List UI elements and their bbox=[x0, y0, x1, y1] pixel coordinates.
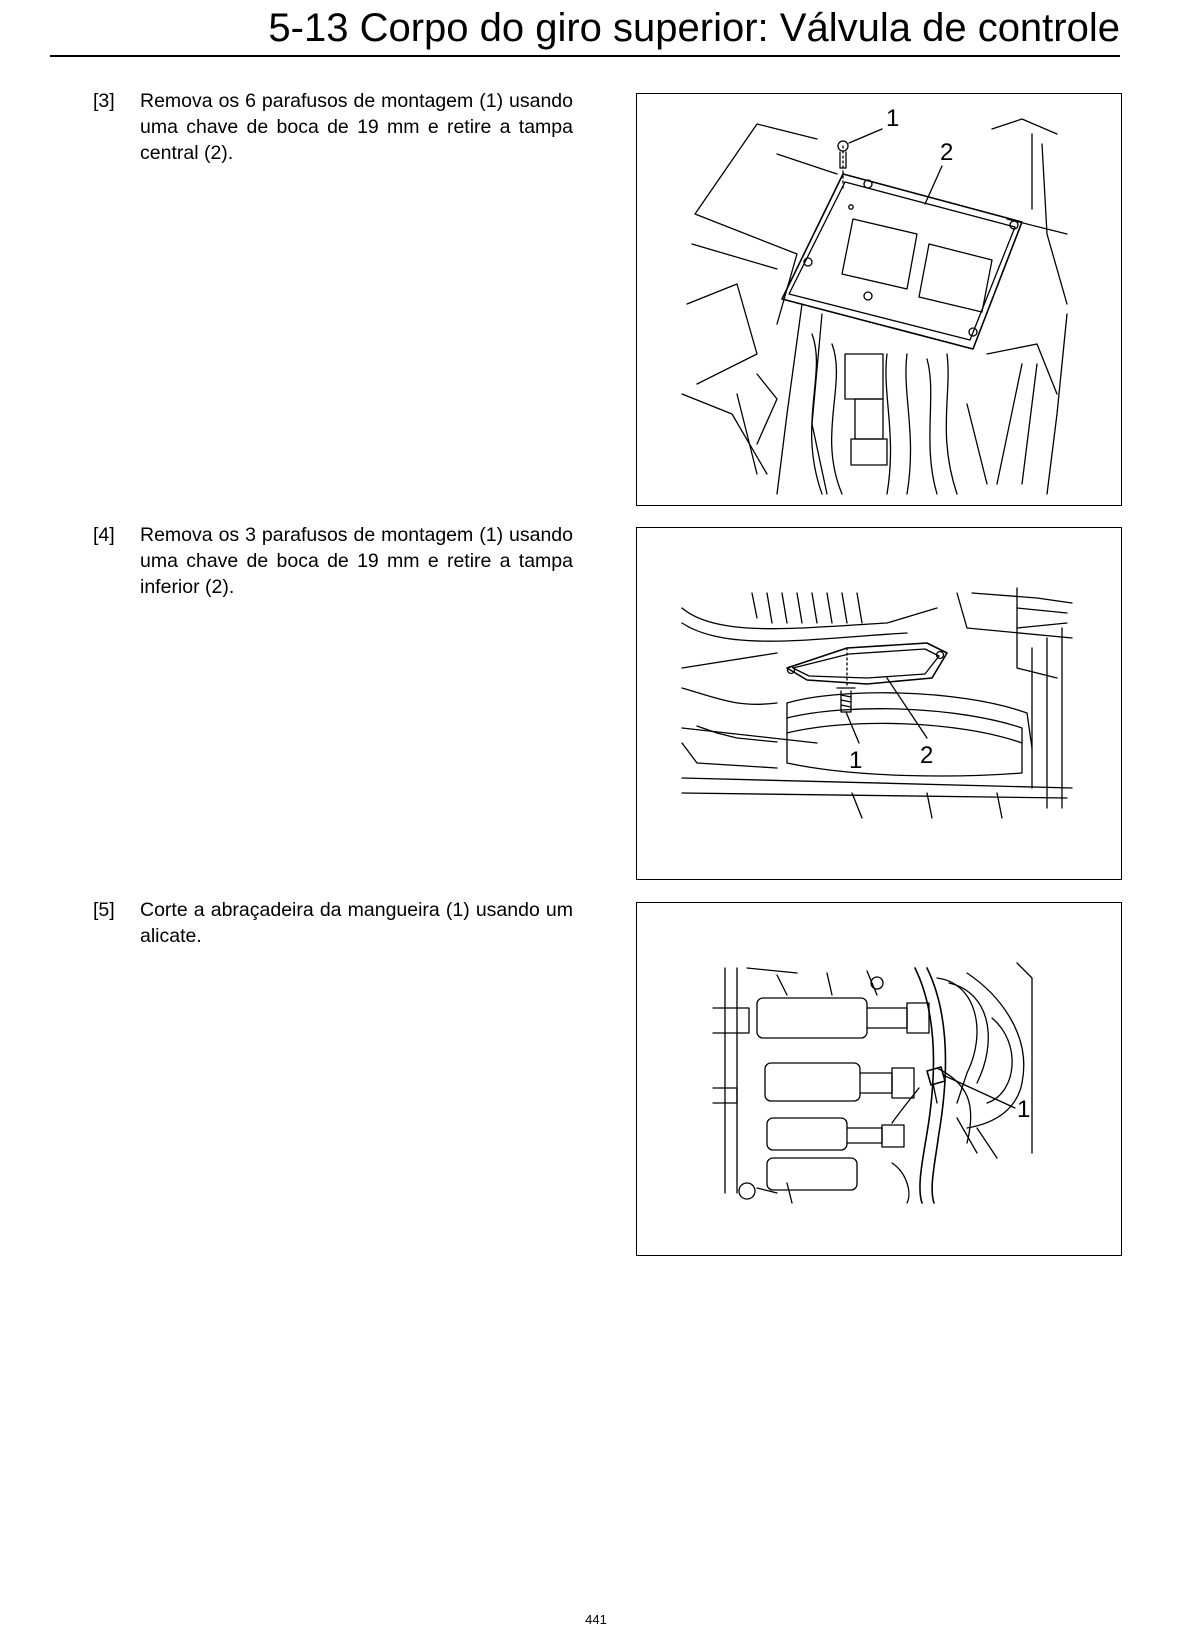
callout-2: 2 bbox=[940, 139, 954, 166]
page-number: 441 bbox=[585, 1612, 607, 1627]
callout-1: 1 bbox=[1017, 1096, 1031, 1123]
step-number: [4] bbox=[93, 524, 115, 546]
figure-center-cover bbox=[636, 93, 1122, 506]
step-number: [3] bbox=[93, 90, 115, 112]
callout-1: 1 bbox=[849, 747, 863, 774]
figure-lower-cover bbox=[636, 527, 1122, 880]
step-text: Corte a abraçadeira da mangueira (1) usando um alicate. bbox=[140, 899, 573, 947]
step-text: Remova os 3 parafusos de montagem (1) usando uma chave de boca de 19 mm e retire a tampa inferior (2). bbox=[140, 524, 573, 598]
step-text: Remova os 6 parafusos de montagem (1) usando uma chave de boca de 19 mm e retire a tampa central (2). bbox=[140, 90, 573, 164]
step-5 bbox=[93, 897, 573, 949]
figure-hose-clamp bbox=[636, 902, 1122, 1256]
illustration-hose-clamp bbox=[637, 903, 1123, 1257]
callout-1: 1 bbox=[886, 105, 900, 132]
step-number: [5] bbox=[93, 899, 115, 921]
title-rule bbox=[50, 55, 1120, 57]
callout-2: 2 bbox=[920, 742, 934, 769]
page-title: 5-13 Corpo do giro superior: Válvula de controle bbox=[268, 6, 1120, 50]
step-4 bbox=[93, 522, 573, 600]
illustration-center-cover bbox=[637, 94, 1123, 507]
step-3 bbox=[93, 88, 573, 166]
illustration-lower-cover bbox=[637, 528, 1123, 881]
